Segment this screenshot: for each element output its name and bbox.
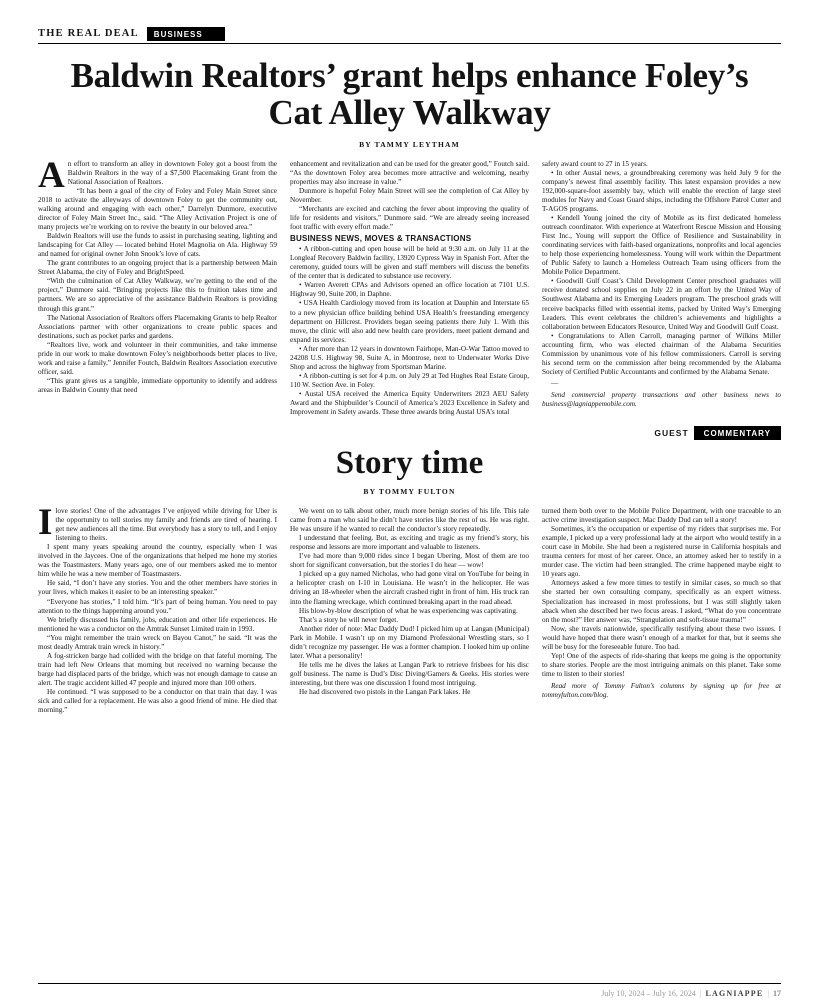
paragraph: Dunmore is hopeful Foley Main Street will see the completion of Cat Alley by November. [290, 186, 529, 204]
paragraph: He continued. “I was supposed to be a conductor on that train that day. I was sick and called for a replacement. He was also a good friend of mine. He died that morning.” [38, 688, 277, 715]
guest-label: GUEST [654, 428, 689, 439]
news-item: • A ribbon-cutting and open house will be held at 9:30 a.m. on July 11 at the Longleaf Recovery Baldwin facility, 13920 Cypress Way in Spanish Fort. After the ceremony, guided tours will be given and staff members will discuss the benefits of the center that is dedicated to substance use recovery. [290, 245, 529, 281]
paragraph: The grant contributes to an ongoing project that is a partnership between Main Street Alabama, the city of Foley and BrightSpeed. [38, 259, 277, 277]
paragraph: He tells me he dives the lakes at Langan Park to retrieve frisbees for his disc golf business. The name is Dud’s Disc Diving/Gamers & Geeks. His stories were interesting, but there was one discussion I found most intriguing. [290, 660, 529, 688]
news-item: • Goodwill Gulf Coast’s Child Development Center preschool graduates will receive donated school supplies on July 22 in an effort by the United Way of Southwest Alabama and its Emerging Leaders program. The preschool grads will receive backpacks filled with essential items, packed by United Way’s Emerging Leaders. This event celebrates the children’s achievements and highlights a collaboration between Educators Resource, United Way and Goodwill Gulf Coast. [542, 277, 781, 331]
paragraph: “It has been a goal of the city of Foley and Foley Main Street since 2018 to activate the alleyways of downtown Foley to get the community out, walking around and engaging with each other,” Darrelyn Dunmore, executive director of Foley Main Street Inc., said. “The Alley Activation Project is one of many projects we’re working on to revive the beauty in our beloved area.” [38, 186, 277, 231]
paragraph: “Realtors live, work and volunteer in their communities, and take immense pride in our work to make downtown Foley’s neighborhoods better places to live, work and raise a family,” Jennifer Foutch, Baldwin Realtors Association executive officer, said. [38, 340, 277, 376]
paragraph: We went on to talk about other, much more benign stories of his life. This tale came from a man who said he didn’t have stories like the rest of us. He was right. He was unsure if he wanted to recall the conductor’s story repeatedly. [290, 506, 529, 534]
news-item: • Warren Averett CPAs and Advisors opened an office location at 7101 U.S. Highway 90, Suite 200, in Daphne. [290, 281, 529, 299]
paragraph: turned them both over to the Mobile Police Department, with one traceable to an active crime investigation suspect. Mac Daddy Dud can tell a story! [542, 506, 781, 524]
paragraph-text: n effort to transform an alley in downtown Foley got a boost from the Baldwin Realtors in the way of a $7,500 Placemaking Grant from the National Association of Realtors. [67, 159, 277, 186]
footer-separator: | [767, 989, 769, 998]
paragraph: His blow-by-blow description of what he was experiencing was captivating. [299, 606, 518, 615]
masthead-brand: THE REAL DEAL [38, 27, 139, 39]
news-item: • After more than 12 years in downtown Fairhope, Man-O-War Tattoo moved to 24208 U.S. Highway 98, Suite A, in Montrose, next to Underwater Works Dive Shop and across the highway from Sportsman Marine. [290, 344, 529, 371]
paragraph: The National Association of Realtors offers Placemaking Grants to help Realtor Associations partner with other organizations to create public spaces and destinations, such as pocket parks and gardens. [38, 313, 277, 340]
paragraph: He said, “I don’t have any stories. You and the other members have stories in your lives, which makes it easier to be an interesting speaker.” [38, 579, 277, 597]
lead-paragraph [38, 501, 277, 543]
paragraph: “This grant gives us a tangible, immediate opportunity to identify and address areas in Baldwin County that need [38, 377, 277, 395]
editor-note: Send commercial property transactions and other business news to business@lagniappemobile.com. [542, 391, 781, 409]
paragraph: I spent many years speaking around the country, especially when I was involved in the Jaycees. One of the organizations that helped me hone my stories was the Toastmasters. Many years ago, one of our members asked me to mentor him while he was a new member of Toastmasters. [38, 543, 277, 579]
dash-separator: — [551, 379, 559, 387]
paragraph: “Merchants are excited and catching the fever about improving the quality of life for residents and visitors,” Dunmore said. “We are already seeing increased foot traffic with every effort made.” [290, 204, 529, 231]
paragraph-text: love stories! One of the advantages I’ve enjoyed while driving for Uber is the opportunity to tell stories my family and friends are tired of hearing. I get new audiences all the time. But everybody has a story to tell, and I enjoy listening to theirs. [55, 506, 277, 543]
paragraph: A fog-stricken barge had collided with the bridge on that fateful morning. The train had left New Orleans that morning but received no warning because the barge had displaced parts of the bridge, which was not enough damage to cause an alert. The tragic accident killed 47 people and injured more than 100 others. [38, 651, 277, 688]
article-story-time [38, 446, 781, 715]
section-badge-business: BUSINESS [147, 27, 225, 41]
paragraph: I’ve had more than 9,000 rides since I began Ubering. Most of them are too short for significant conversation, but the stories I do hear — wow! [290, 552, 529, 570]
paragraph: Baldwin Realtors will use the funds to assist in purchasing seating, lighting and landscaping for Cat Alley — located behind Hotel Magnolia on Ala. Highway 59 and named for original owner John Snook’s love of cats. [38, 232, 277, 259]
news-item: • USA Health Cardiology moved from its location at Dauphin and Interstate 65 to a new physician office building behind USA Health’s freestanding emergency department on Hillcrest. Providers began seeing patients there July 1. With this move, the clinic will also add new health care providers, meet patient demand and expand its services. [290, 299, 529, 344]
article-columns [38, 154, 781, 418]
paragraph: enhancement and revitalization and can be used for the greater good,” Foutch said. “As the downtown Foley area becomes more attractive and welcoming, nearby properties may also increase in value.” [290, 159, 529, 186]
paragraph: “With the culmination of Cat Alley Walkway, we’re getting to the end of the project,” Dunmore said. “Bringing projects like this to fruition takes time and partners. We are so appreciative of the assistance Baldwin Realtors is providing through this grant.” [38, 277, 277, 313]
footer-date-range: July 10, 2024 – July 16, 2024 [601, 989, 696, 998]
author-note: Read more of Tommy Fulton’s columns by signing up for free at tommyfulton.com/blog. [542, 682, 781, 700]
article-headline: Baldwin Realtors’ grant helps enhance Foley’s Cat Alley Walkway [70, 56, 749, 132]
footer-separator: | [699, 989, 702, 998]
article-cat-alley [38, 58, 781, 417]
commentary-badge: COMMENTARY [694, 426, 781, 440]
article-byline: BY TAMMY LEYTHAM [359, 139, 460, 149]
paragraph: Attorneys asked a few more times to testify in similar cases, so much so that she started her own consulting company, specifically as an expert witness. Specialization has increased in most professions, but I was still slightly taken aback when she described her two focus areas. I asked, “What do you concentrate on the most?” Her answer was, “Strangulation and soft-tissue trauma!” [542, 579, 781, 624]
page-footer [38, 983, 781, 998]
business-news-subhead: BUSINESS NEWS, MOVES & TRANSACTIONS [290, 234, 472, 243]
paragraph: We briefly discussed his family, jobs, education and other life experiences. He mentioned he was a conductor on the Amtrak Sunset Limited train in 1993. [38, 615, 277, 633]
paragraph: “Everyone has stories,” I told him. “It’s part of being human. You need to pay attention to the things happening around you.” [38, 597, 277, 615]
paragraph: safety award count to 27 in 15 years. [542, 159, 648, 168]
article-column-1 [38, 154, 277, 418]
commentary-byline: BY TOMMY FULTON [363, 486, 456, 496]
masthead [38, 26, 781, 44]
article-column-3 [542, 160, 781, 418]
drop-cap: I [38, 501, 53, 543]
paragraph: Sometimes, it’s the occupation or expertise of my riders that surprises me. For example, I picked up a very professional lady at the airport who would testify in a court case in Mobile. She had been a registered nurse in California hospitals and trauma centers for most of her career. Once, an attorney asked her to testify in a murder case. The victim had been strangled. The crime happened maybe eight to 10 years ago. [542, 525, 781, 579]
lead-paragraph [38, 154, 277, 196]
article-column-2 [290, 160, 529, 418]
paragraph: I picked up a guy named Nicholas, who had gone viral on YouTube for being in a helicopter crash on I-10 in Louisiana. He wasn’t in the helicopter. He was driving an 18-wheeler when the aircraft crashed right in front of him. His truck ran into the flaming wreckage, which continued breaking apart in the road ahead. [290, 570, 529, 606]
drop-cap: A [38, 154, 65, 196]
news-item: • In other Austal news, a groundbreaking ceremony was held July 9 for the company’s newest final assembly facility. This latest expansion provides a new 192,000-square-foot assembly bay, which will enable the erection of large steel modules for Navy and Coast Guard ships, including the Offshore Patrol Cutter and T-AGOS programs. [542, 168, 781, 213]
news-item: • A ribbon-cutting is set for 4 p.m. on July 29 at Ted Hughes Real Estate Group, 110 W. Section Ave. in Foley. [290, 371, 529, 390]
paragraph: Now, she travels nationwide, specifically testifying about these two issues. I would have hoped that there wasn’t enough of a market for that, but it seems she will be busy for the foreseeable future. Too bad. [542, 624, 781, 651]
news-item: • Congratulations to Allen Carroll, managing partner of Wilkins Miller accounting firm, who was elected chairman of the Alabama Securities Commission by unanimous vote of his fellow commissioners. Carroll is serving his second term on the commission after being recommended by the Alabama Society of Certified Public Accountants and confirmed by the Alabama Senate. [542, 331, 781, 376]
commentary-headline: Story time [335, 445, 484, 482]
footer-page-number: 17 [773, 989, 781, 998]
paragraph: He had discovered two pistols in the Langan Park lakes. He [299, 688, 471, 697]
paragraph: “You might remember the train wreck on Bayou Canot,” he said. “It was the most deadly Amtrak train wreck in history.” [38, 633, 277, 651]
commentary-column-2 [290, 507, 529, 715]
guest-commentary-strip [38, 426, 781, 440]
news-item: • Austal USA received the America Equity Underwriters 2023 AEU Safety Award and the Shipbuilder’s Council of America’s 2023 Excellence in Safety and Improvement in Safety awards. These three awards bring Austal USA’s total [290, 390, 529, 417]
footer-publication: LAGNIAPPE [705, 989, 764, 998]
commentary-columns [38, 501, 781, 715]
paragraph: I understand that feeling. But, as exciting and tragic as my friend’s story, his response and lessons are more important and valuable to listeners. [290, 534, 529, 552]
paragraph: Another rider of note: Mac Daddy Dud! I picked him up at Langan (Municipal) Park in Mobile. I wasn’t up on my Diamond Professional Wrestling stars, so I didn’t recognize my passenger. He was a former champion. I looked him up online later. What a personality! [290, 624, 529, 660]
paragraph: Yep! One of the aspects of ride-sharing that keeps me going is the opportunity to share stories. People are the most intriguing animals on this planet. Take some time to listen to their stories! [542, 651, 781, 679]
commentary-column-1 [38, 501, 277, 715]
news-item: • Kendell Young joined the city of Mobile as its first dedicated homeless outreach coordinator. With experience at Waterfront Rescue Mission and Housing First Inc., Young will support the Office of Resilience and Sustainability in coordinating services with faith-based organizations, nonprofits and local agencies to help those experiencing homelessness. Young will work within the Department of Public Safety to launch a Homeless Outreach Team using officers from the Mobile Police Department. [542, 213, 781, 277]
paragraph: That’s a story he will never forget. [299, 615, 399, 624]
commentary-column-3 [542, 507, 781, 715]
